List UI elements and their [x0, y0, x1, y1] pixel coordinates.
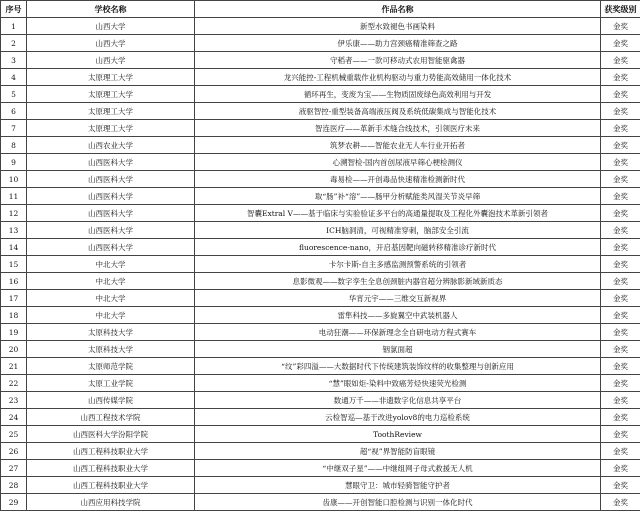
table-row [1, 307, 640, 324]
cell-work: 华宵元宇——三维交互新视界 [195, 290, 601, 307]
table-row [1, 103, 640, 120]
cell-award: 金奖 [601, 18, 640, 35]
cell-school: 山西医科大学 [27, 222, 195, 239]
cell-award: 金奖 [601, 52, 640, 69]
header-school: 学校名称 [27, 1, 195, 18]
cell-school: 太原工业学院 [27, 375, 195, 392]
table-row [1, 460, 640, 477]
cell-seq: 10 [1, 171, 27, 188]
cell-seq: 24 [1, 409, 27, 426]
cell-seq: 15 [1, 256, 27, 273]
cell-work: 息影微观——数字孪生全息创颈脏内器官超分辨脉影新域新质态 [195, 273, 601, 290]
cell-award: 金奖 [601, 494, 640, 511]
header-seq: 序号 [1, 1, 27, 18]
cell-school: 山西医科大学 [27, 188, 195, 205]
cell-award: 金奖 [601, 188, 640, 205]
cell-school: 山西工程科技职业大学 [27, 443, 195, 460]
cell-seq: 21 [1, 358, 27, 375]
cell-award: 金奖 [601, 426, 640, 443]
cell-seq: 2 [1, 35, 27, 52]
cell-seq: 6 [1, 103, 27, 120]
cell-work: “纹”彩四溢——大数据时代下传统建筑装饰纹样的收集整理与创新应用 [195, 358, 601, 375]
cell-award: 金奖 [601, 35, 640, 52]
table-row [1, 358, 640, 375]
cell-seq: 28 [1, 477, 27, 494]
cell-seq: 22 [1, 375, 27, 392]
table-row [1, 69, 640, 86]
table-row [1, 341, 640, 358]
cell-school: 太原科技大学 [27, 324, 195, 341]
cell-school: 太原科技大学 [27, 341, 195, 358]
table-row [1, 256, 640, 273]
table-row [1, 409, 640, 426]
cell-school: 太原理工大学 [27, 86, 195, 103]
cell-work: 数通万千——非遗数字化信息共享平台 [195, 392, 601, 409]
cell-seq: 18 [1, 307, 27, 324]
cell-school: 中北大学 [27, 273, 195, 290]
cell-school: 太原理工大学 [27, 120, 195, 137]
cell-work: ICH脑洞清，可视精准穿刺，脑部安全引流 [195, 222, 601, 239]
cell-school: 太原理工大学 [27, 69, 195, 86]
cell-work: 伊乐康——助力宫颈癌精准筛查之路 [195, 35, 601, 52]
cell-work: 液驱智控-重型装备高端液压阀及系统低碳集成与智能化技术 [195, 103, 601, 120]
cell-school: 山西传媒学院 [27, 392, 195, 409]
table-row [1, 426, 640, 443]
cell-award: 金奖 [601, 460, 640, 477]
table-row [1, 52, 640, 69]
table-row [1, 171, 640, 188]
cell-school: 山西农业大学 [27, 137, 195, 154]
cell-seq: 7 [1, 120, 27, 137]
cell-seq: 20 [1, 341, 27, 358]
table-row [1, 273, 640, 290]
cell-school: 山西大学 [27, 52, 195, 69]
cell-work: 慧眼守卫：城市轻骑智能守护者 [195, 477, 601, 494]
cell-award: 金奖 [601, 69, 640, 86]
cell-seq: 17 [1, 290, 27, 307]
cell-work: ToothReview [195, 426, 601, 443]
cell-award: 金奖 [601, 137, 640, 154]
cell-work: 齿康——开创智能口腔检测与识别一体化时代 [195, 494, 601, 511]
cell-work: 智囊Extral V——基于临床与实验验证多平台的高通量提取及工程化外囊泡技术革新引领者 [195, 205, 601, 222]
cell-work: 智连医疗——革新手术缝合线技术，引领医疗未来 [195, 120, 601, 137]
table-row [1, 324, 640, 341]
cell-work: 云检智巡—基于改进yolov8的电力巡检系统 [195, 409, 601, 426]
table-row [1, 239, 640, 256]
cell-award: 金奖 [601, 86, 640, 103]
cell-award: 金奖 [601, 409, 640, 426]
cell-school: 山西医科大学 [27, 171, 195, 188]
cell-work: 新型水致褪色书画染料 [195, 18, 601, 35]
cell-award: 金奖 [601, 239, 640, 256]
cell-school: 山西大学 [27, 18, 195, 35]
cell-school: 太原师范学院 [27, 358, 195, 375]
table-row [1, 205, 640, 222]
cell-award: 金奖 [601, 290, 640, 307]
cell-award: 金奖 [601, 324, 640, 341]
cell-work: 铟氯面超 [195, 341, 601, 358]
cell-award: 金奖 [601, 222, 640, 239]
cell-work: 取“肠”补“溶”——肠甲分析赋能类风湿关节炎早筛 [195, 188, 601, 205]
cell-work: 毒易检——开创毒品快速精准检测新时代 [195, 171, 601, 188]
table-row [1, 443, 640, 460]
table-row [1, 86, 640, 103]
cell-work: “中继双子星”——中继组网子母式救援无人机 [195, 460, 601, 477]
cell-school: 山西大学 [27, 35, 195, 52]
cell-award: 金奖 [601, 392, 640, 409]
header-work: 作品名称 [195, 1, 601, 18]
cell-school: 山西医科大学 [27, 239, 195, 256]
cell-seq: 3 [1, 52, 27, 69]
cell-work: 筑梦农耕——智能农业无人车行业开拓者 [195, 137, 601, 154]
cell-school: 山西医科大学汾阳学院 [27, 426, 195, 443]
header-award: 获奖级别 [601, 1, 640, 18]
cell-work: 守稻者——一款可移动式农用智能驱禽器 [195, 52, 601, 69]
cell-school: 山西应用科技学院 [27, 494, 195, 511]
cell-award: 金奖 [601, 273, 640, 290]
cell-seq: 29 [1, 494, 27, 511]
cell-seq: 11 [1, 188, 27, 205]
table-row [1, 392, 640, 409]
cell-award: 金奖 [601, 358, 640, 375]
cell-seq: 25 [1, 426, 27, 443]
cell-work: fluorescence-nano，开启基因靶向磁转移精准诊疗新时代 [195, 239, 601, 256]
cell-seq: 1 [1, 18, 27, 35]
table-row [1, 137, 640, 154]
cell-award: 金奖 [601, 307, 640, 324]
cell-seq: 8 [1, 137, 27, 154]
cell-award: 金奖 [601, 120, 640, 137]
cell-award: 金奖 [601, 477, 640, 494]
cell-seq: 26 [1, 443, 27, 460]
cell-work: 龙兴能控-工程机械重载作业机构驱动与重力势能高效储用一体化技术 [195, 69, 601, 86]
cell-seq: 14 [1, 239, 27, 256]
table-header-row [1, 1, 640, 18]
table-row [1, 290, 640, 307]
table-row [1, 188, 640, 205]
cell-award: 金奖 [601, 375, 640, 392]
cell-school: 中北大学 [27, 256, 195, 273]
cell-school: 山西工程技术学院 [27, 409, 195, 426]
cell-award: 金奖 [601, 205, 640, 222]
table-row [1, 35, 640, 52]
cell-seq: 4 [1, 69, 27, 86]
cell-award: 金奖 [601, 341, 640, 358]
cell-seq: 16 [1, 273, 27, 290]
table-row [1, 477, 640, 494]
table-row [1, 222, 640, 239]
cell-seq: 27 [1, 460, 27, 477]
cell-school: 山西工程科技职业大学 [27, 477, 195, 494]
cell-school: 山西工程科技职业大学 [27, 460, 195, 477]
table-row [1, 120, 640, 137]
table-body [1, 18, 640, 511]
cell-work: 超“视”界智能防盲眼镜 [195, 443, 601, 460]
table-row [1, 375, 640, 392]
cell-school: 中北大学 [27, 290, 195, 307]
cell-seq: 12 [1, 205, 27, 222]
cell-work: “慧”眼如炬-染料中致癌芳烃快速荧光检测 [195, 375, 601, 392]
cell-work: 心溯智检-国内首创尿液早筛心梗检测仪 [195, 154, 601, 171]
cell-school: 中北大学 [27, 307, 195, 324]
cell-award: 金奖 [601, 256, 640, 273]
cell-school: 太原理工大学 [27, 103, 195, 120]
table-row [1, 494, 640, 511]
table-row [1, 18, 640, 35]
cell-award: 金奖 [601, 171, 640, 188]
table-row [1, 154, 640, 171]
cell-seq: 13 [1, 222, 27, 239]
cell-seq: 19 [1, 324, 27, 341]
cell-seq: 5 [1, 86, 27, 103]
cell-school: 山西医科大学 [27, 154, 195, 171]
cell-work: 卡尔卡斯-自主多感监测预警系统的引领者 [195, 256, 601, 273]
cell-work: 电动狂潮——环保新理念全自研电动方程式赛车 [195, 324, 601, 341]
cell-award: 金奖 [601, 443, 640, 460]
cell-school: 山西医科大学 [27, 205, 195, 222]
cell-seq: 9 [1, 154, 27, 171]
cell-award: 金奖 [601, 103, 640, 120]
cell-award: 金奖 [601, 154, 640, 171]
cell-work: 雷隼科技——多旋翼空中武装机器人 [195, 307, 601, 324]
cell-work: 循环再生，变废为宝——生物质固废绿色高效利用与开发 [195, 86, 601, 103]
cell-seq: 23 [1, 392, 27, 409]
